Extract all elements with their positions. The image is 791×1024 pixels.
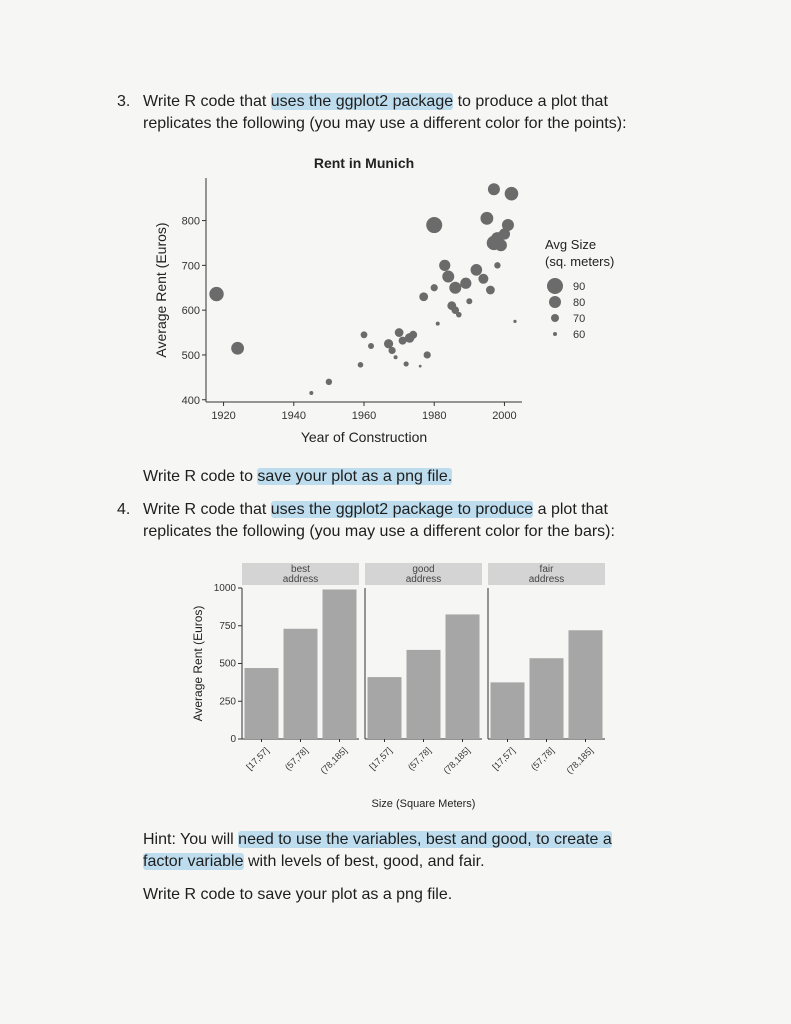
scatter-point bbox=[449, 282, 461, 294]
question-3-highlight: uses the ggplot2 package bbox=[270, 93, 454, 110]
x-axis-label: Year of Construction bbox=[300, 429, 428, 445]
scatter-point bbox=[505, 187, 519, 201]
bar bbox=[245, 668, 279, 739]
hint-highlight-2: factor variable bbox=[143, 853, 244, 870]
y-tick-label: 1000 bbox=[213, 583, 236, 594]
y-tick-label: 800 bbox=[181, 215, 200, 228]
scatter-point bbox=[478, 274, 488, 284]
y-tick-label: 500 bbox=[181, 349, 200, 362]
scatter-point bbox=[488, 183, 500, 195]
scatter-point bbox=[494, 262, 500, 268]
question-4-save-instruction: Write R code to save your plot as a png file. bbox=[143, 886, 453, 903]
scatter-point bbox=[424, 351, 431, 358]
scatter-point bbox=[495, 239, 507, 251]
x-tick-label: 1940 bbox=[281, 410, 307, 422]
scatter-point bbox=[436, 322, 440, 326]
scatter-point bbox=[358, 362, 364, 368]
scatter-point bbox=[439, 260, 450, 271]
scatter-point bbox=[309, 391, 313, 395]
bar bbox=[323, 590, 357, 739]
legend-key bbox=[553, 332, 557, 336]
question-4-line-1-end: a plot that bbox=[533, 501, 608, 518]
rent-faceted-bar-chart bbox=[178, 555, 618, 815]
hint-end: with levels of best, good, and fair. bbox=[243, 853, 485, 870]
scatter-point bbox=[466, 298, 472, 304]
scatter-point bbox=[426, 217, 442, 233]
scatter-point bbox=[442, 271, 454, 283]
scatter-point bbox=[209, 287, 223, 301]
x-tick-label: 1980 bbox=[421, 410, 447, 422]
scatter-point bbox=[513, 320, 516, 323]
x-tick-label: [17,57] bbox=[367, 745, 394, 772]
x-tick-label: (78,185] bbox=[564, 745, 595, 776]
question-4-line-1-start: Write R code that bbox=[143, 501, 271, 518]
y-tick-label: 500 bbox=[219, 658, 236, 670]
question-4-line-2: replicates the following (you may use a different color for the bars): bbox=[143, 523, 615, 540]
legend-label: 90 bbox=[573, 281, 586, 293]
scatter-point bbox=[419, 292, 428, 301]
y-tick-label: 250 bbox=[219, 696, 236, 708]
question-3-save-start: Write R code to bbox=[143, 468, 258, 485]
x-tick-label: 1960 bbox=[351, 410, 377, 422]
legend-key bbox=[549, 296, 561, 308]
legend-label: 70 bbox=[573, 313, 586, 325]
y-tick-label: 700 bbox=[181, 260, 200, 273]
question-3-line-1-start: Write R code that bbox=[143, 93, 271, 110]
facet-label-line-1: best bbox=[291, 564, 310, 575]
x-tick-label: [17,57] bbox=[244, 745, 271, 772]
question-4-number: 4. bbox=[117, 501, 131, 518]
question-3-save-instruction bbox=[143, 466, 452, 488]
scatter-point bbox=[409, 331, 417, 339]
y-tick-label: 600 bbox=[181, 305, 200, 318]
rent-scatter-plot bbox=[140, 148, 660, 458]
x-tick-label: (78,185] bbox=[318, 745, 349, 776]
scatter-point bbox=[502, 219, 514, 231]
bar bbox=[368, 677, 402, 739]
x-tick-label: [17,57] bbox=[490, 745, 517, 772]
bar bbox=[284, 629, 318, 739]
bar bbox=[530, 658, 564, 739]
question-3-line-1-end: to produce a plot that bbox=[453, 93, 608, 110]
scatter-point bbox=[460, 278, 471, 289]
scatter-point bbox=[404, 361, 409, 366]
y-tick-label: 750 bbox=[219, 620, 236, 632]
scatter-point bbox=[486, 286, 495, 295]
scatter-point bbox=[480, 212, 493, 225]
y-axis-label: Average Rent (Euros) bbox=[153, 222, 169, 358]
facet-label-line-1: fair bbox=[539, 564, 554, 575]
bar bbox=[407, 650, 441, 739]
facet-label-line-2: address bbox=[405, 574, 442, 585]
y-tick-label: 400 bbox=[181, 394, 200, 407]
x-tick-label: (57,78] bbox=[283, 745, 310, 773]
scatter-title: Rent in Munich bbox=[313, 155, 415, 171]
bar bbox=[569, 630, 603, 739]
x-tick-label: (57,78] bbox=[529, 745, 556, 773]
x-tick-label: 1920 bbox=[211, 410, 236, 422]
bar bbox=[446, 614, 480, 739]
legend-key bbox=[547, 278, 563, 294]
question-3-line-2: replicates the following (you may use a different color for the points): bbox=[143, 115, 627, 132]
x-tick-label: 2000 bbox=[492, 410, 517, 422]
scatter-point bbox=[471, 264, 483, 276]
question-4-line-1 bbox=[143, 499, 608, 521]
scatter-point bbox=[326, 379, 332, 385]
scatter-point bbox=[388, 347, 395, 354]
scatter-point bbox=[419, 365, 422, 368]
hint-highlight-1: need to use the variables, best and good, to create a bbox=[238, 831, 612, 848]
hint-start: Hint: You will bbox=[143, 831, 239, 848]
question-3-line-1 bbox=[143, 91, 608, 113]
legend-title-line-2: (sq. meters) bbox=[545, 254, 615, 269]
scatter-point bbox=[368, 343, 374, 349]
y-tick-label: 0 bbox=[230, 734, 236, 745]
x-tick-label: (78,185] bbox=[441, 745, 472, 776]
bar bbox=[491, 682, 525, 739]
x-tick-label: (57,78] bbox=[406, 745, 433, 773]
question-4-highlight: uses the ggplot2 package to produce bbox=[270, 501, 534, 518]
legend-label: 60 bbox=[573, 329, 586, 341]
legend-key bbox=[551, 314, 559, 322]
hint-line-2 bbox=[143, 851, 485, 873]
scatter-point bbox=[395, 328, 404, 337]
legend-label: 80 bbox=[573, 297, 586, 309]
scatter-point bbox=[456, 312, 462, 318]
facet-label-line-2: address bbox=[282, 574, 319, 585]
question-3-save-highlight: save your plot as a png file. bbox=[257, 468, 453, 485]
hint-line-1 bbox=[143, 829, 612, 851]
question-3-number: 3. bbox=[117, 93, 131, 110]
scatter-point bbox=[431, 284, 438, 291]
scatter-point bbox=[361, 331, 368, 338]
bar-y-axis-label: Average Rent (Euros) bbox=[191, 605, 205, 722]
scatter-point bbox=[231, 342, 244, 355]
facet-label-line-1: good bbox=[412, 564, 435, 575]
bar-x-axis-label: Size (Square Meters) bbox=[371, 798, 476, 810]
facet-label-line-2: address bbox=[528, 574, 565, 585]
scatter-point bbox=[394, 355, 398, 359]
legend-title-line-1: Avg Size bbox=[545, 237, 597, 252]
